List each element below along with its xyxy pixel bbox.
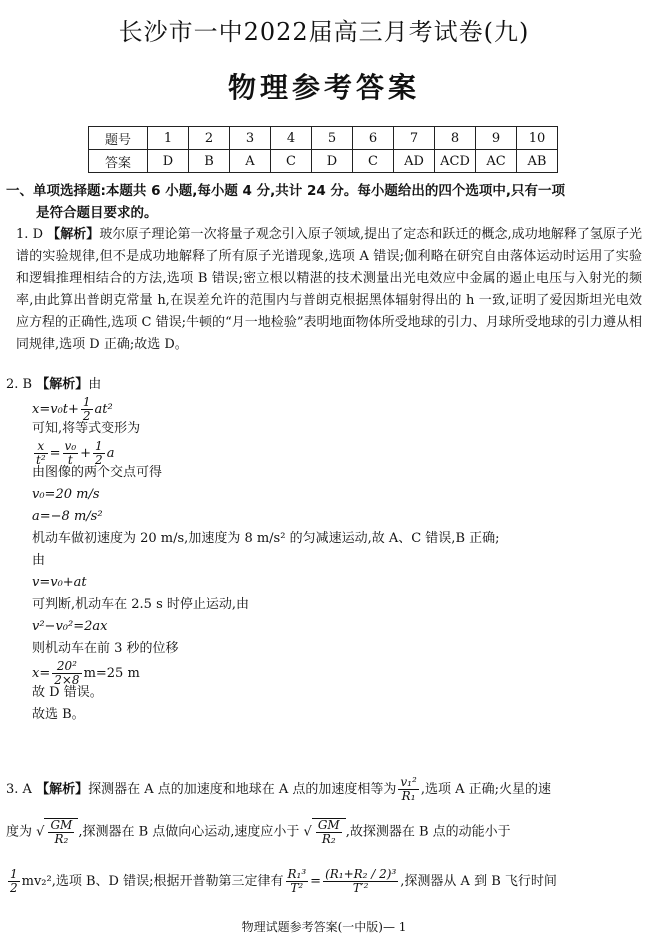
- numerator: x: [34, 440, 48, 454]
- text-line: 由: [32, 553, 46, 568]
- equation-part: x=: [32, 666, 51, 681]
- text-line: 故 D 错误。: [32, 685, 103, 700]
- numerator: 20²: [52, 660, 81, 674]
- question-1-text: 玻尔原子理论第一次将量子观念引入原子领域,提出了定态和跃迁的概念,成功地解释了氢原子光谱的实验规律,但不是成功地解释了所有原子光谱现象,选项 A 错误;伽利略在研究自由落体运动时运用了实验和逻辑推理相结合的方法,选项 B 错误;密立根以精湛的技术测量出光电效应中金属的遏止电压与入射光的频率,由此算出普朗克常量 h,在误差允许的范围内与普朗克根据黑体辐射得出的 h 一致,证明了爱因斯坦光电效应方程的正确性,选项 C 错误;牛顿的“月一地检验”表明地面物体所受地球的引力、月球所受地球的引力遵从相同规律,选项 D 正确;故选 D。: [16, 227, 642, 352]
- question-number: 10: [517, 127, 558, 150]
- equation-part: at²: [94, 402, 113, 417]
- row-label-answer: 答案: [89, 150, 148, 173]
- text-span: ,选项 A 正确;火星的速: [420, 782, 551, 797]
- question-number: 2: [189, 127, 230, 150]
- analysis-tag: 【解析】: [47, 227, 100, 242]
- text-span: ,探测器从 A 到 B 飞行时间: [400, 874, 557, 889]
- analysis-tag: 【解析】: [36, 782, 89, 797]
- section-heading-line: 是符合题目要求的。: [36, 205, 158, 221]
- question-number: 4: [271, 127, 312, 150]
- square-root: [312, 818, 346, 846]
- numerator: GM: [317, 818, 340, 832]
- denominator: 2×8: [54, 673, 80, 687]
- equation-displacement: [6, 395, 642, 423]
- text-line: 由图像的两个交点可得: [32, 465, 163, 480]
- analysis-tag: 【解析】: [36, 377, 89, 392]
- numerator: 1: [82, 395, 91, 409]
- answer-cell: AB: [517, 150, 558, 173]
- answer-cell: C: [271, 150, 312, 173]
- plus-sign: +: [80, 446, 92, 461]
- numerator: 1: [10, 867, 18, 881]
- denominator: 2: [82, 409, 91, 423]
- question-3-line: [6, 868, 642, 895]
- answer-table-answer-row: [89, 150, 558, 173]
- question-2-header: [6, 374, 642, 396]
- section-heading-line: 一、单项选择题:本题共 6 小题,每小题 4 分,共计 24 分。每小题给出的四个选项中,只有一项: [6, 183, 566, 199]
- text-span: 度为: [6, 824, 33, 840]
- section-heading: [6, 180, 642, 224]
- denominator: 2: [10, 881, 18, 895]
- text-line: 则机动车在前 3 秒的位移: [32, 641, 179, 656]
- denominator: T²: [290, 881, 304, 895]
- exam-title: 长沙市一中2022届高三月考试卷(九): [118, 18, 530, 46]
- numerator: v₀: [64, 439, 77, 453]
- question-number: 8: [435, 127, 476, 150]
- question-2-answer: 2. B: [6, 377, 33, 392]
- text-line: 故选 B。: [32, 707, 85, 722]
- equals-sign: =: [310, 874, 322, 889]
- equation-part: x=v₀t+: [32, 402, 79, 417]
- fraction: [316, 819, 342, 846]
- question-number: 9: [476, 127, 517, 150]
- question-number: 5: [312, 127, 353, 150]
- fraction: [286, 868, 309, 895]
- fraction: [8, 868, 20, 895]
- text-span: mv₂²,选项 B、D 错误;根据开普勒第三定律有: [21, 874, 284, 889]
- question-2-lead: 由: [88, 377, 102, 392]
- equation-v0: v₀=20 m/s: [32, 487, 100, 502]
- equation-velocity: v=v₀+at: [32, 575, 87, 590]
- text-line: 可知,将等式变形为: [32, 421, 141, 436]
- answer-cell: AC: [476, 150, 517, 173]
- question-number: 3: [230, 127, 271, 150]
- question-number: 6: [353, 127, 394, 150]
- question-2-explanation: [6, 374, 642, 726]
- answer-cell: AD: [394, 150, 435, 173]
- equation-velocity-squared: v²−v₀²=2ax: [32, 619, 108, 634]
- question-3-line: [6, 776, 642, 803]
- denominator: 2: [95, 453, 103, 467]
- page-footer: 物理试题参考答案(一中版)— 1: [241, 920, 407, 934]
- question-number: 7: [394, 127, 435, 150]
- denominator: t: [67, 453, 73, 467]
- denominator: t²: [36, 453, 46, 467]
- answer-cell: ACD: [435, 150, 476, 173]
- fraction: [48, 819, 74, 846]
- text-line: 可判断,机动车在 2.5 s 时停止运动,由: [32, 597, 250, 612]
- answer-cell: D: [312, 150, 353, 173]
- question-3-line: 度为 √ $\frac{GM}{\text{R₂}}$ ,探测器在 B 点做向心运动,速度应小于 √ $\frac{GM}{\text{R₂}}$ ,故探测器在 B 点的动能小于: [6, 818, 511, 846]
- numerator: 1: [95, 439, 103, 453]
- document-title: 物理参考答案: [227, 71, 420, 104]
- equation-part: m=25 m: [83, 666, 140, 681]
- question-3-answer: 3. A: [6, 782, 32, 797]
- answer-cell: C: [353, 150, 394, 173]
- denominator: R₂: [321, 832, 336, 846]
- numerator: v₁²: [400, 775, 417, 789]
- answer-cell: A: [230, 150, 271, 173]
- equation-transformed: $\frac{x}{\text{t²}}$ = $\frac{\text{v₀}}{t}$ + $\frac{1}{2}$ a: [36, 439, 115, 467]
- denominator: R₁: [401, 789, 416, 803]
- fraction: [398, 776, 418, 803]
- numerator: GM: [50, 818, 73, 832]
- equation-part: a: [106, 446, 115, 461]
- row-label-number: 题号: [89, 127, 148, 150]
- numerator: (R₁+R₂ / 2)³: [325, 867, 397, 881]
- question-1-body: [6, 224, 642, 356]
- equation-a: a=−8 m/s²: [32, 509, 103, 524]
- text-span: ,探测器在 B 点做向心运动,速度应小于: [78, 824, 300, 840]
- answer-cell: B: [189, 150, 230, 173]
- denominator: T′²: [352, 881, 369, 895]
- question-number: 1: [148, 127, 189, 150]
- answer-cell: D: [148, 150, 189, 173]
- answer-table: [88, 126, 558, 173]
- question-1-explanation: [6, 224, 642, 356]
- denominator: R₂: [54, 832, 69, 846]
- square-root: [44, 818, 78, 846]
- text-line: 机动车做初速度为 20 m/s,加速度为 8 m/s² 的匀减速运动,故 A、C 错误,B 正确;: [32, 531, 500, 546]
- question-1-answer: 1. D: [16, 227, 43, 242]
- numerator: R₁³: [287, 867, 307, 881]
- equation-displacement-result: [6, 659, 642, 687]
- text-span: 探测器在 A 点的加速度和地球在 A 点的加速度相等为: [88, 782, 397, 797]
- answer-table-number-row: [89, 127, 558, 150]
- text-span: ,故探测器在 B 点的动能小于: [345, 824, 511, 840]
- fraction: [323, 868, 398, 895]
